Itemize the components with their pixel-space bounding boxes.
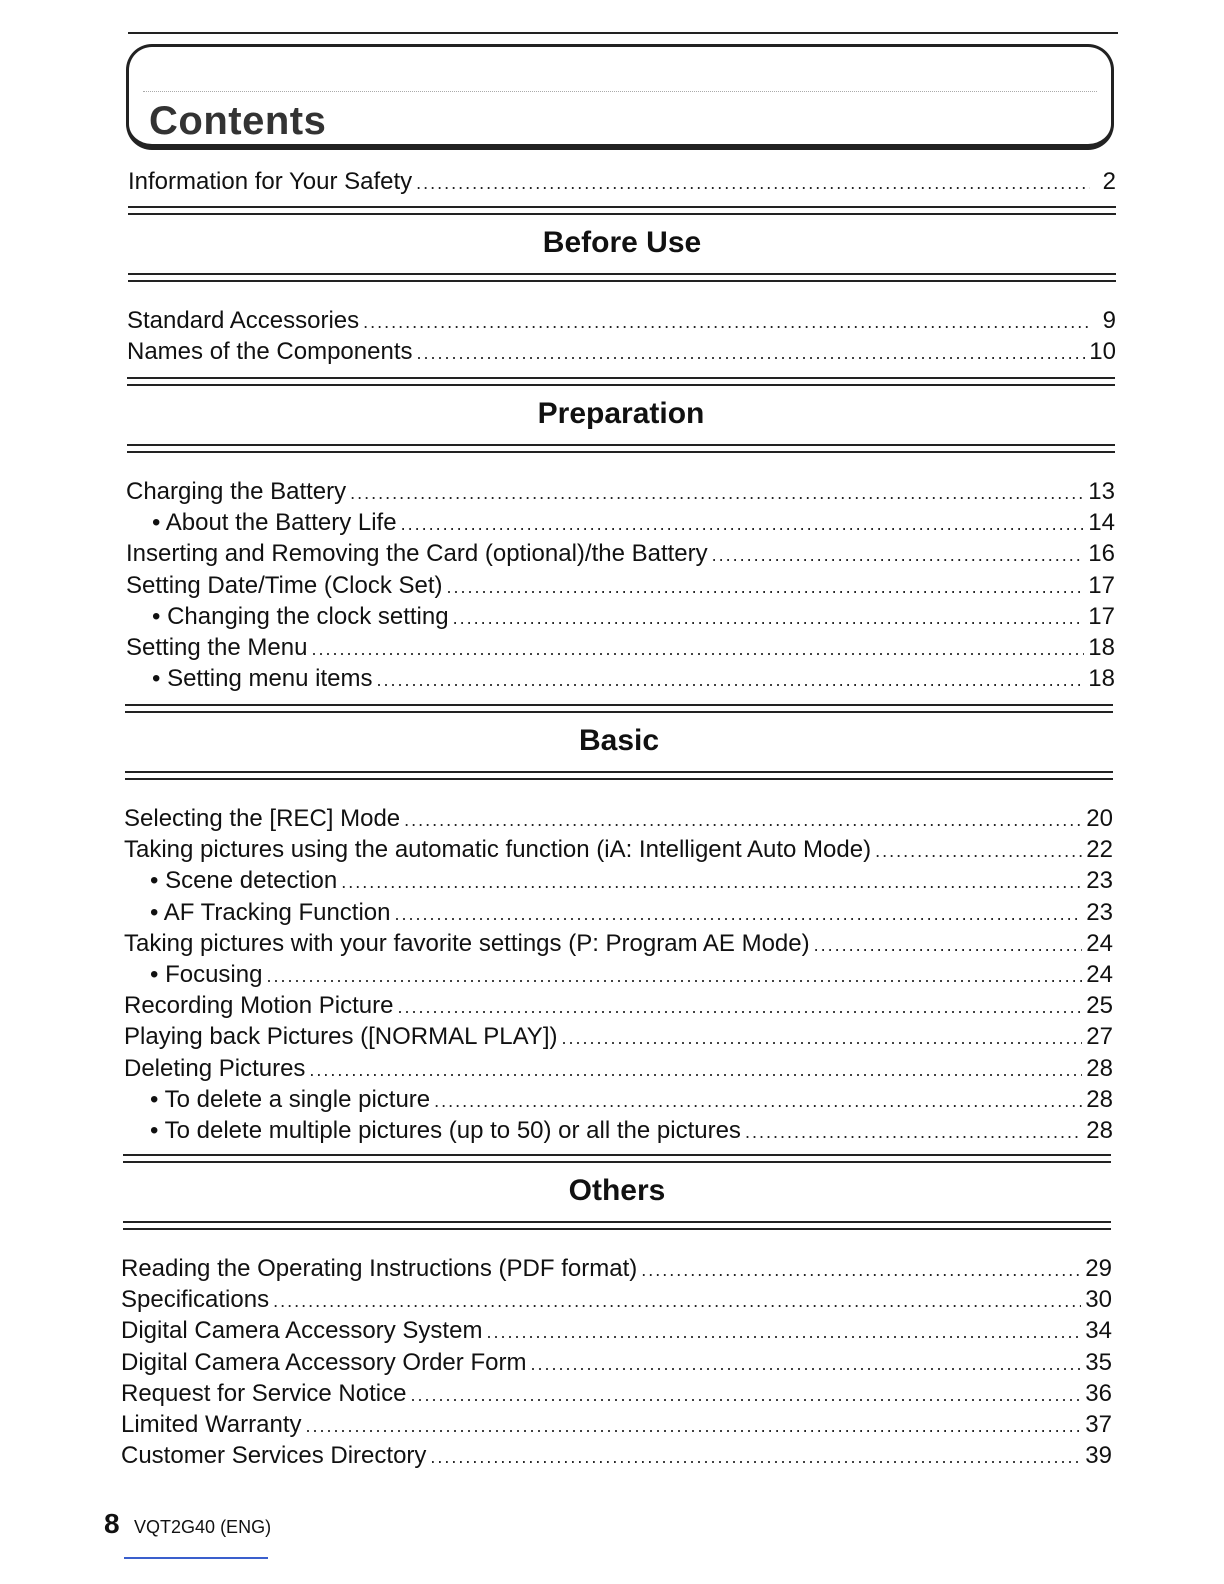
toc-entry-page: 16 [1088,540,1115,568]
page-number: 8 [104,1508,120,1539]
toc-entry[interactable] [124,928,1113,959]
dot-leader [401,509,1085,540]
dot-leader [309,1055,1082,1086]
toc-entry-page: 17 [1088,571,1115,599]
section-header-preparation [127,377,1115,453]
toc-entry-page: 23 [1086,867,1113,895]
toc-entry-page: 24 [1086,929,1113,957]
section-heading: Basic [578,724,660,757]
toc-entry-label: Inserting and Removing the Card (optional)/the Battery [126,540,708,568]
toc-entry-page: 9 [1102,307,1116,334]
toc-entry-label: Limited Warranty [121,1410,302,1438]
toc-entry[interactable] [126,538,1115,569]
toc-entry-page: 34 [1085,1317,1112,1345]
toc-entry-label: Taking pictures with your favorite settings (P: Program AE Mode) [124,929,810,957]
title-box-divider [143,91,1097,92]
section-list-before-use [127,305,1116,367]
toc-entry-label: Names of the Components [127,338,413,366]
toc-entry-label: • Changing the clock setting [152,602,449,630]
double-rule [123,1221,1111,1230]
toc-entry-label: Specifications [121,1286,270,1314]
dot-leader [745,1117,1082,1148]
dot-leader [814,930,1083,961]
toc-entry[interactable] [126,570,1115,601]
toc-entry-page: 17 [1088,602,1115,630]
toc-entry-label: • Focusing [150,960,263,988]
toc-entry-page: 25 [1086,992,1113,1020]
toc-entry-page: 2 [1102,168,1116,195]
dot-leader [397,992,1082,1023]
dot-leader [486,1317,1081,1348]
dot-leader [641,1255,1081,1286]
toc-entry-label: Request for Service Notice [121,1379,407,1407]
toc-entry-page: 28 [1086,1116,1113,1144]
double-rule [123,1154,1111,1163]
toc-entry[interactable] [121,1378,1112,1409]
toc-entry-page: 24 [1086,960,1113,988]
toc-entry-label: Digital Camera Accessory Order Form [121,1348,527,1376]
toc-entry-label: Selecting the [REC] Mode [124,805,401,832]
toc-subentry[interactable] [126,601,1115,632]
dot-leader [430,1442,1081,1473]
dot-leader [341,867,1082,898]
toc-entry-page: 18 [1088,633,1115,661]
dot-leader [266,961,1082,992]
double-rule [125,771,1113,780]
double-rule [127,444,1115,453]
dot-leader [410,1380,1081,1411]
dot-leader [404,805,1082,836]
toc-entry[interactable] [124,803,1113,834]
dot-leader [447,572,1085,603]
dot-leader [416,338,1085,369]
toc-entry[interactable] [124,990,1113,1021]
section-header-before-use [128,206,1116,282]
footer-link-underline [124,1557,268,1559]
toc-entry-label: Digital Camera Accessory System [121,1317,483,1345]
toc-subentry[interactable] [124,1115,1113,1146]
dot-leader [363,307,1090,338]
double-rule [128,206,1116,215]
toc-entry[interactable] [121,1253,1112,1284]
toc-entry-label: Recording Motion Picture [124,992,394,1020]
section-list-basic [124,803,1113,1146]
section-heading: Preparation [537,397,705,430]
dot-leader [875,836,1082,867]
toc-entry-page: 23 [1086,898,1113,926]
dot-leader [350,478,1084,509]
toc-entry[interactable] [127,305,1116,336]
toc-entry-page: 36 [1085,1379,1112,1407]
toc-subentry[interactable] [124,1084,1113,1115]
toc-entry-page: 13 [1088,478,1115,505]
section-list-preparation [126,476,1115,694]
double-rule [127,377,1115,386]
toc-entry-page: 39 [1085,1442,1112,1470]
dot-leader [530,1349,1081,1380]
section-header-others [123,1154,1111,1230]
page-footer [104,1508,271,1540]
dot-leader [395,899,1083,930]
toc-entry-page: 28 [1086,1085,1113,1113]
toc-entry-page: 27 [1086,1023,1113,1051]
toc-entry-page: 29 [1085,1255,1112,1282]
toc-entry[interactable] [124,834,1113,865]
toc-entry-label: • To delete multiple pictures (up to 50) or all the pictures [150,1116,741,1144]
toc-entry-label: Deleting Pictures [124,1054,306,1082]
toc-subentry[interactable] [124,865,1113,896]
section-header-basic [125,704,1113,780]
toc-entry-page: 18 [1088,665,1115,693]
toc-subentry[interactable] [124,897,1113,928]
toc-entry-label: • AF Tracking Function [150,898,391,926]
toc-entry-page: 28 [1086,1054,1113,1082]
dot-leader [273,1286,1081,1317]
toc-entry-label: • Scene detection [150,867,338,895]
intro-list [128,166,1116,197]
toc-entry-page: 10 [1089,338,1116,366]
toc-entry-label: • Setting menu items [152,665,373,693]
toc-entry-label: • About the Battery Life [152,509,397,537]
toc-entry-page: 37 [1085,1410,1112,1438]
top-rule [128,32,1118,34]
toc-entry-safety[interactable] [128,166,1116,197]
toc-entry-label: Customer Services Directory [121,1442,427,1470]
toc-entry[interactable] [124,1021,1113,1052]
toc-entry[interactable] [121,1347,1112,1378]
dot-leader [311,634,1084,665]
section-heading: Others [568,1174,666,1207]
toc-entry-page: 20 [1086,805,1113,832]
section-heading: Before Use [542,226,702,259]
toc-entry-page: 22 [1086,836,1113,864]
toc-entry-page: 35 [1085,1348,1112,1376]
toc-entry-label: Setting Date/Time (Clock Set) [126,571,443,599]
toc-entry[interactable] [121,1409,1112,1440]
toc-entry[interactable] [126,632,1115,663]
dot-leader [712,540,1085,571]
title-box [126,44,1114,150]
toc-entry-label: Information for Your Safety [128,168,413,195]
toc-subentry[interactable] [126,507,1115,538]
toc-entry-label: Standard Accessories [127,307,360,334]
dot-leader [377,665,1085,696]
page-title: Contents [149,99,327,143]
dot-leader [434,1086,1082,1117]
toc-entry-label: Playing back Pictures ([NORMAL PLAY]) [124,1023,558,1051]
toc-entry[interactable] [121,1315,1112,1346]
toc-subentry[interactable] [124,959,1113,990]
toc-entry-label: Reading the Operating Instructions (PDF format) [121,1255,638,1282]
toc-entry-label: Charging the Battery [126,478,347,505]
dot-leader [306,1411,1082,1442]
toc-entry-label: Setting the Menu [126,633,308,661]
toc-entry-label: • To delete a single picture [150,1085,431,1113]
document-code: VQT2G40 (ENG) [134,1517,272,1537]
double-rule [125,704,1113,713]
toc-entry-label: Taking pictures using the automatic function (iA: Intelligent Auto Mode) [124,836,872,864]
double-rule [128,273,1116,282]
toc-entry-page: 14 [1088,509,1115,537]
toc-subentry[interactable] [126,663,1115,694]
toc-entry-page: 30 [1085,1286,1112,1314]
toc-entry[interactable] [121,1284,1112,1315]
toc-entry[interactable] [126,476,1115,507]
dot-leader [561,1023,1082,1054]
toc-entry[interactable] [121,1440,1112,1471]
toc-entry[interactable] [124,1053,1113,1084]
dot-leader [453,603,1085,634]
toc-entry[interactable] [127,336,1116,367]
section-list-others [121,1253,1112,1471]
dot-leader [416,168,1090,199]
